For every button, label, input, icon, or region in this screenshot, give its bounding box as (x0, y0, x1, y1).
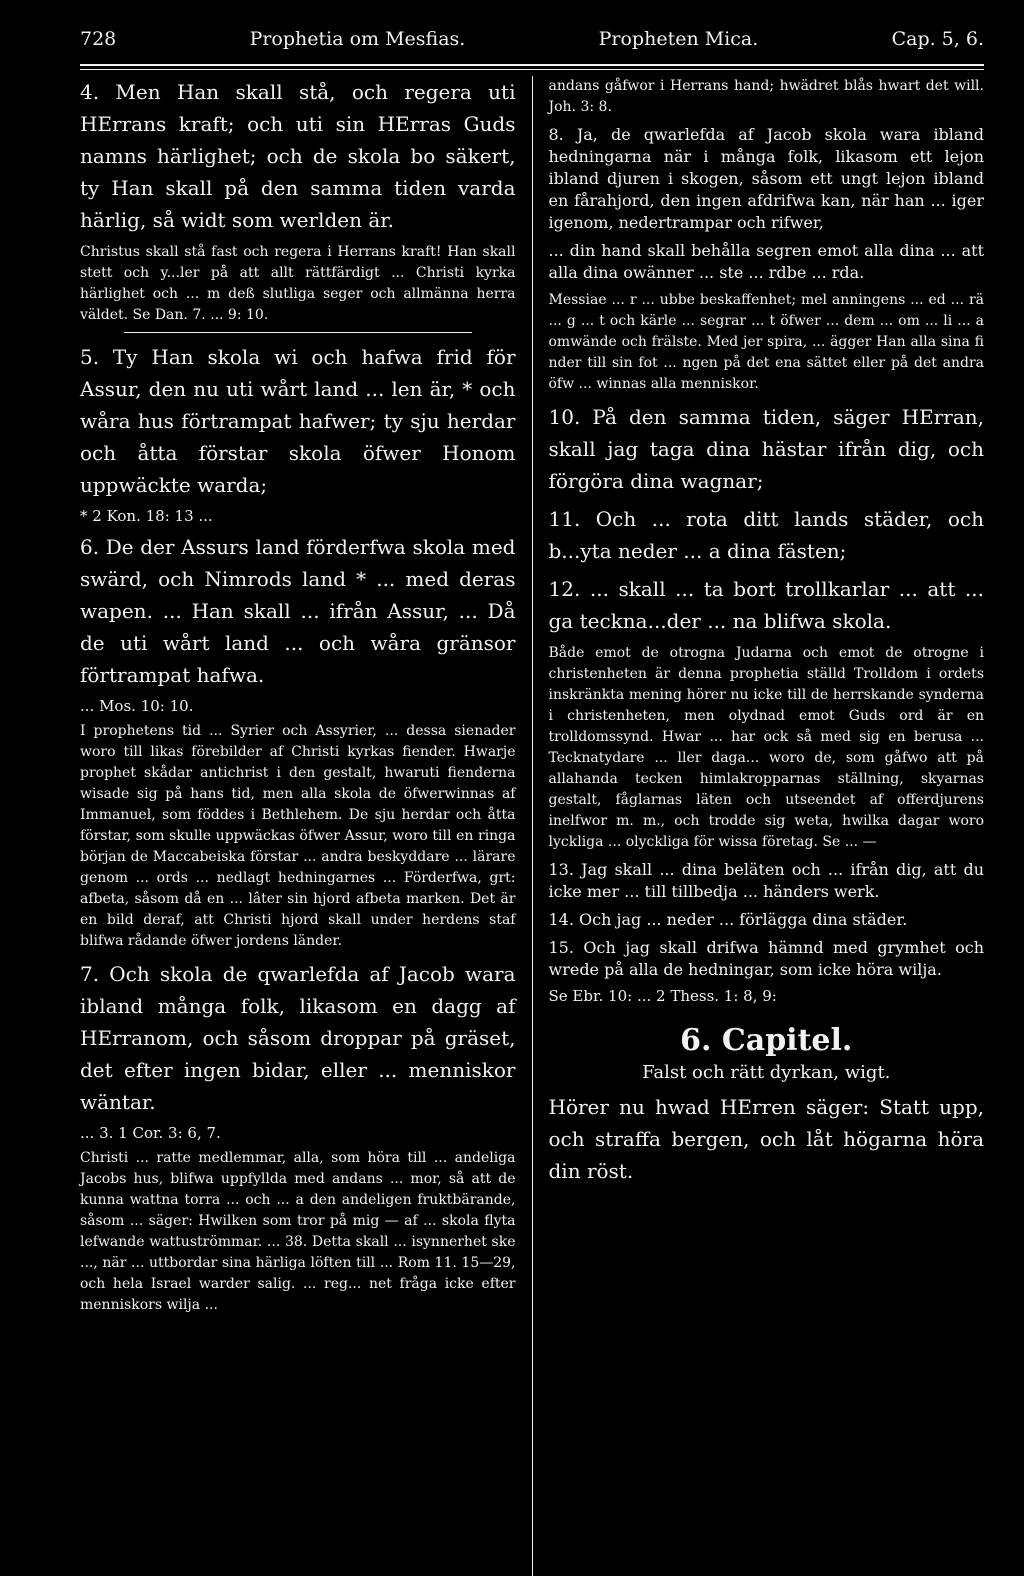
verse-8: 8. Ja, de qwarlefda af Jacob skola wara ibland hedningarna när i många folk, likasom ett lejon ibland djuren i skogen, såsom ett ungt lejon ibland en fårahjord, den ingen afdrifwa kan, när han ... iger igenom, nedertrampar och rifwer, (548, 125, 984, 232)
chapter-heading: 6. Capitel. (680, 1023, 853, 1058)
note-divider (124, 332, 472, 333)
ref-15: Se Ebr. 10: ... 2 Thess. 1: 8, 9: (548, 987, 777, 1005)
verse-12: 12. ... skall ... ta bort trollkarlar ... att ... ga teckna...der ... na blifwa skola. (548, 577, 984, 633)
two-column-body (80, 76, 984, 1576)
left-column (80, 76, 516, 1576)
running-header (80, 28, 984, 58)
right-title: Cap. 5, 6. (891, 28, 984, 50)
note-6: I prophetens tid ... Syrier och Assyrier, ... dessa sienader woro till likas förebilder af Christi kyrkas fiender. Hwarje prophet skådar antichrist i den gestalt, hwaruti fienderna wisade sig på hans tid, men alla skola de öfwerwinnas af Immanuel, som föddes i Bethlehem. De sju herdar och åtta förstar, som skulle uppwäckas öfwer Assur, woro till en ringa början de Maccabeiska förstar ... andra beskyddare ... lärare genom ... ords ... nedlagt hedningarnes ... Förderfwa, grt: afbeta, såsom då en ... lâter sin hjord afbeta marken. Det är en bild deraf, att Christi hjord skall under herdens staf blifwa rådande öfwer jordens länder. (80, 723, 516, 949)
verse-7: 7. Och skola de qwarlefda af Jacob wara ibland många folk, likasom en dagg af HErranom, och såsom droppar på gräset, det efter ingen bidar, eller ... menniskor wäntar. (80, 962, 516, 1114)
column-divider (532, 76, 533, 1576)
note-7: Christi ... ratte medlemmar, alla, som höra till ... andeliga Jacobs hus, blifwa uppfyllda med andans ... mor, så att de kunna wattna torra ... och ... a den andeligen fruktbärande, såsom ... säger: Hwilken som tror på mig — af ... skola flyta lefwande wattuströmmar. ... 38. Detta skall ... isynnerhet ske ..., när ... uttbordar sina härliga löften till ... Rom 11. 15—29, och hela Israel warder salig. ... reg... net fråga icke efter menniskors wilja ... (80, 1150, 516, 1313)
center-title: Propheten Mica. (598, 28, 759, 50)
ref-6: ... Mos. 10: 10. (80, 697, 194, 715)
verse-11: 11. Och ... rota ditt lands städer, och b...yta neder ... a dina fästen; (548, 507, 984, 563)
verse-13: 13. Jag skall ... dina beläten och ... ifrån dig, att du icke mer ... till tillbedja ... händers werk. (548, 860, 984, 901)
verse-15: 15. Och jag skall drifwa hämnd med grymhet och wrede på alla de hedningar, som icke höra wilja. (548, 938, 984, 979)
header-rule (80, 64, 984, 70)
note-12: Både emot de otrogna Judarna och emot de otrogne i christenheten är denna prophetia ställd Trolldom i ordets inskränkta mening hörer nu icke till de herrskande synderna i christenheten, men olydnad emot Guds ord är en trolldomssynd. Hwar ... har ock så med sig en berusa ... Tecknatydare ... ller daga... woro de, som gåfwo att på allahanda tecken himlakropparnas ställning, skyarnas gestalt, fåglarnas läten och utseendet af offerdjurens inelfwor m. m., och trodde sig weta, hwilka dagar woro lyckliga ... olyckliga för wissa företag. Se ... — (548, 645, 984, 850)
chapter-summary: Falst och rätt dyrkan, wigt. (642, 1062, 891, 1083)
note-continued: andans gåfwor i Herrans hand; hwädret blås hwart det will. Joh. 3: 8. (548, 78, 984, 115)
ref-5: * 2 Kon. 18: 13 ... (80, 507, 213, 525)
left-title: Prophetia om Mesfias. (249, 28, 466, 50)
verse-4: 4. Men Han skall stå, och regera uti HErrans kraft; och uti sin HErras Guds namns härlighet; och de skola bo säkert, ty Han skall på den samma tiden varda härlig, så widt som werlden är. (80, 80, 516, 232)
note-4: Christus skall stå fast och regera i Herrans kraft! Han skall stett och y...ler på att allt rättfärdigt ... Christi kyrka härlighet och ... m deß slutliga seger och allmänna herra väldet. Se Dan. 7. ... 9: 10. (80, 244, 516, 323)
page-number: 728 (80, 28, 117, 50)
note-9: Messiae ... r ... ubbe beskaffenhet; mel anningens ... ed ... rä ... g ... t och kärle ... segrar ... t öfwer ... dem ... om ... li ... a omwände och frälste. Med jer spira, ... ägger Han alla sina fi nder till sin fot ... ngen på det ena sättet eller på det andra öfw ... winnas alla menniskor. (548, 292, 984, 392)
verse-10: 10. På den samma tiden, säger HErran, skall jag taga dina hästar ifrån dig, och förgöra dina wagnar; (548, 405, 984, 493)
verse-14: 14. Och jag ... neder ... förlägga dina städer. (548, 910, 908, 929)
verse-9: ... din hand skall behålla segren emot alla dina ... att alla dina owänner ... ste ... rdbe ... rda. (548, 241, 984, 282)
verse-5: 5. Ty Han skola wi och hafwa frid för Assur, den nu uti wårt land ... len är, * och wåra hus förtrampat hafwer; ty sju herdar och åtta förstar skola öfwer Honom uppwäckte warda; (80, 345, 516, 497)
verse-6: 6. De der Assurs land förderfwa skola med swärd, och Nimrods land * ... med deras wapen. ... Han skall ... ifrån Assur, ... Då de uti wårt land ... och wåra gränsor förtrampat hafwa. (80, 535, 516, 687)
ref-7: ... 3. 1 Cor. 3: 6, 7. (80, 1124, 221, 1142)
right-column (549, 76, 985, 1576)
chapter-6-verse-1: Hörer nu hwad HErren säger: Statt upp, och straffa bergen, och låt högarna höra din röst. (548, 1095, 984, 1183)
